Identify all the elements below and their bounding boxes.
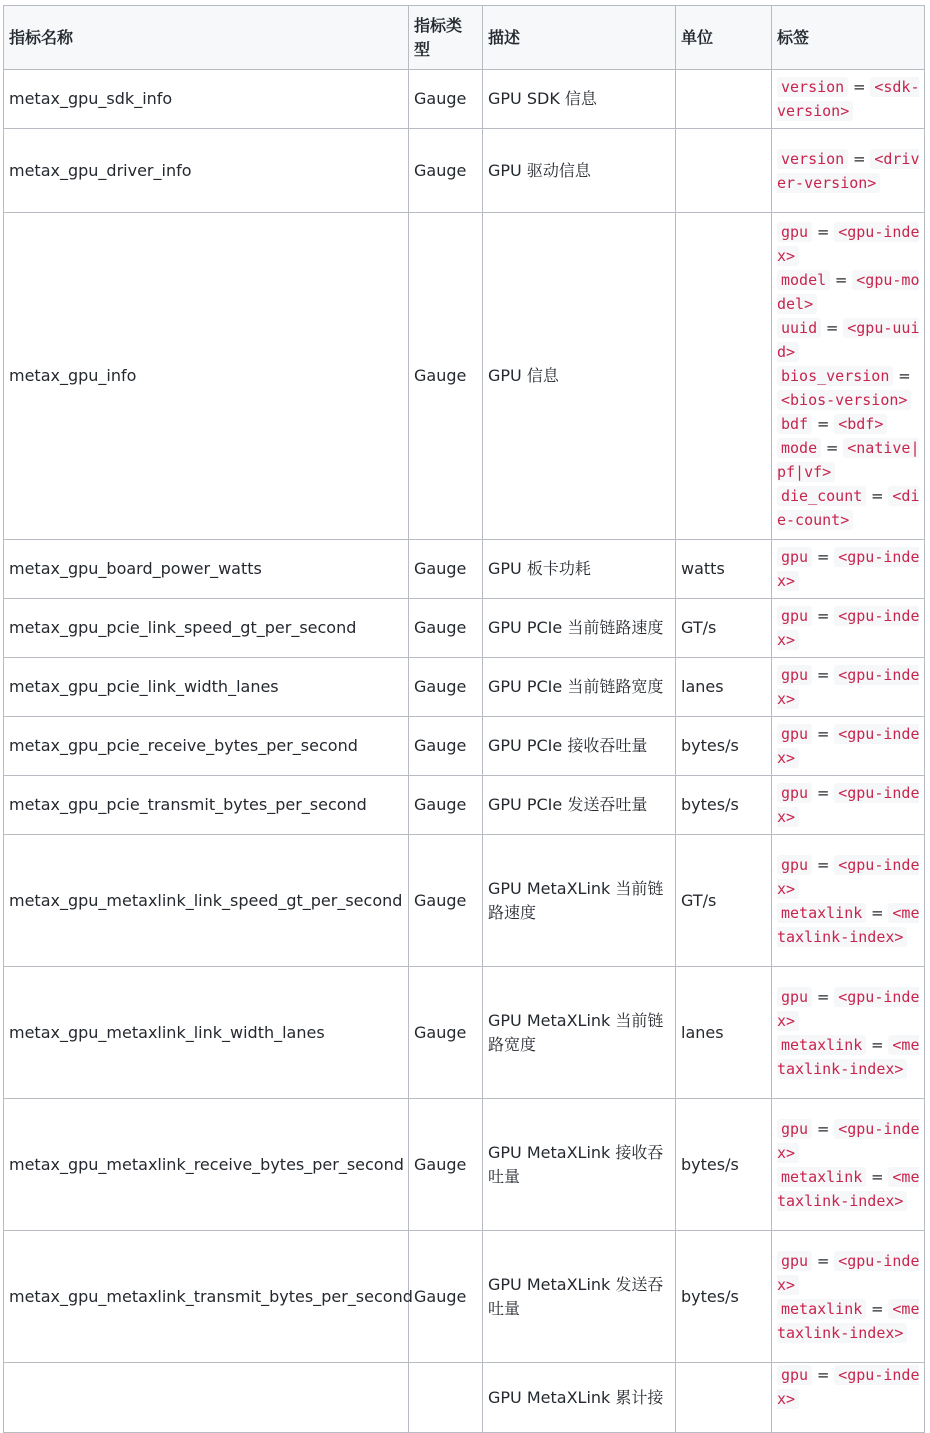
unit-cell xyxy=(676,70,772,129)
label-equals: = xyxy=(812,784,835,802)
label-equals: = xyxy=(812,415,835,433)
label-value: <gpu-index> xyxy=(777,1251,920,1294)
header-unit: 单位 xyxy=(676,6,772,70)
metric-type-cell: Gauge xyxy=(409,70,483,129)
table-row xyxy=(4,213,925,540)
labels-cell xyxy=(772,129,925,213)
label-value: <gpu-index> xyxy=(777,725,920,767)
header-metric-type: 指标类型 xyxy=(409,6,483,70)
description-cell: GPU 板卡功耗 xyxy=(483,540,676,599)
table-row xyxy=(4,129,925,213)
description-cell: GPU SDK 信息 xyxy=(483,70,676,129)
label-key: gpu xyxy=(777,987,812,1007)
label-key: version xyxy=(777,149,848,169)
metric-name-cell: metax_gpu_metaxlink_receive_bytes_per_second xyxy=(4,1099,409,1231)
label-equals: = xyxy=(830,271,853,289)
label-equals: = xyxy=(812,987,835,1006)
unit-cell xyxy=(676,129,772,213)
labels-cell xyxy=(772,776,925,835)
label-equals: = xyxy=(866,1035,889,1054)
label-key: metaxlink xyxy=(777,1167,866,1187)
metric-name-cell xyxy=(4,1363,409,1433)
label-equals: = xyxy=(893,367,911,385)
label-value: <gpu-uuid> xyxy=(777,319,920,361)
metric-name-cell: metax_gpu_board_power_watts xyxy=(4,540,409,599)
label-equals: = xyxy=(821,439,844,457)
label-value: <die-count> xyxy=(777,487,920,529)
labels-cell xyxy=(772,70,925,129)
description-cell: GPU PCIe 当前链路宽度 xyxy=(483,658,676,717)
unit-cell: lanes xyxy=(676,967,772,1099)
unit-cell: bytes/s xyxy=(676,1099,772,1231)
header-row xyxy=(4,6,925,70)
unit-cell: GT/s xyxy=(676,599,772,658)
label-key: metaxlink xyxy=(777,903,866,923)
label-key: gpu xyxy=(777,724,812,744)
label-equals: = xyxy=(812,607,835,625)
labels-cell xyxy=(772,658,925,717)
table-row xyxy=(4,1099,925,1231)
description-cell: GPU PCIe 当前链路速度 xyxy=(483,599,676,658)
label-equals: = xyxy=(812,223,835,241)
label-equals: = xyxy=(812,1251,835,1270)
label-key: gpu xyxy=(777,1365,812,1385)
label-key: gpu xyxy=(777,665,812,685)
header-labels: 标签 xyxy=(772,6,925,70)
label-key: gpu xyxy=(777,783,812,803)
label-value: <gpu-index> xyxy=(777,987,920,1030)
label-equals: = xyxy=(812,725,835,743)
unit-cell: bytes/s xyxy=(676,1231,772,1363)
label-value: <gpu-index> xyxy=(777,1119,920,1162)
labels-cell xyxy=(772,717,925,776)
label-equals: = xyxy=(866,487,889,505)
label-value: <gpu-index> xyxy=(777,548,920,590)
labels-cell xyxy=(772,540,925,599)
metric-type-cell: Gauge xyxy=(409,540,483,599)
label-value: <metaxlink-index> xyxy=(777,903,920,946)
label-value: <metaxlink-index> xyxy=(777,1035,920,1078)
label-key: bios_version xyxy=(777,366,893,386)
metric-type-cell: Gauge xyxy=(409,835,483,967)
unit-cell: bytes/s xyxy=(676,776,772,835)
label-key: mode xyxy=(777,438,821,458)
metric-name-cell: metax_gpu_pcie_receive_bytes_per_second xyxy=(4,717,409,776)
label-value: <bios-version> xyxy=(777,390,911,410)
table-body xyxy=(4,70,925,1433)
label-key: gpu xyxy=(777,855,812,875)
label-key: gpu xyxy=(777,1251,812,1271)
labels-cell xyxy=(772,1231,925,1363)
label-key: metaxlink xyxy=(777,1035,866,1055)
unit-cell xyxy=(676,213,772,540)
label-key: model xyxy=(777,270,830,290)
metric-type-cell: Gauge xyxy=(409,967,483,1099)
label-value: <metaxlink-index> xyxy=(777,1167,920,1210)
label-value: <bdf> xyxy=(834,414,887,434)
labels-cell xyxy=(772,1099,925,1231)
table-row xyxy=(4,1231,925,1363)
metric-type-cell: Gauge xyxy=(409,1231,483,1363)
unit-cell xyxy=(676,1363,772,1433)
metric-name-cell: metax_gpu_pcie_link_width_lanes xyxy=(4,658,409,717)
label-equals: = xyxy=(866,903,889,922)
label-key: gpu xyxy=(777,222,812,242)
metric-name-cell: metax_gpu_pcie_transmit_bytes_per_second xyxy=(4,776,409,835)
description-cell: GPU PCIe 接收吞吐量 xyxy=(483,717,676,776)
description-cell: GPU MetaXLink 当前链路宽度 xyxy=(483,967,676,1099)
table-row xyxy=(4,599,925,658)
label-value: <gpu-model> xyxy=(777,271,920,313)
metrics-table xyxy=(3,5,925,1433)
metric-type-cell: Gauge xyxy=(409,129,483,213)
label-equals: = xyxy=(866,1167,889,1186)
table-row xyxy=(4,835,925,967)
label-value: <native|pf|vf> xyxy=(777,439,920,481)
metric-name-cell: metax_gpu_metaxlink_link_speed_gt_per_second xyxy=(4,835,409,967)
labels-cell xyxy=(772,1363,925,1433)
metric-name-cell: metax_gpu_driver_info xyxy=(4,129,409,213)
table-row xyxy=(4,1363,925,1433)
metric-type-cell: Gauge xyxy=(409,717,483,776)
table-row xyxy=(4,967,925,1099)
label-key: gpu xyxy=(777,1119,812,1139)
description-cell: GPU 驱动信息 xyxy=(483,129,676,213)
labels-cell xyxy=(772,967,925,1099)
label-equals: = xyxy=(821,319,844,337)
label-equals: = xyxy=(848,149,871,168)
table-row xyxy=(4,540,925,599)
metric-name-cell: metax_gpu_sdk_info xyxy=(4,70,409,129)
description-cell: GPU MetaXLink 累计接 xyxy=(483,1363,676,1433)
description-cell: GPU 信息 xyxy=(483,213,676,540)
label-equals: = xyxy=(812,1366,835,1384)
label-value: <gpu-index> xyxy=(777,666,920,708)
unit-cell: GT/s xyxy=(676,835,772,967)
label-value: <gpu-index> xyxy=(777,784,920,826)
table-row xyxy=(4,658,925,717)
label-value: <sdk-version> xyxy=(777,78,920,120)
label-key: uuid xyxy=(777,318,821,338)
unit-cell: bytes/s xyxy=(676,717,772,776)
label-equals: = xyxy=(812,666,835,684)
label-key: gpu xyxy=(777,547,812,567)
label-key: bdf xyxy=(777,414,812,434)
metric-type-cell: Gauge xyxy=(409,1099,483,1231)
label-equals: = xyxy=(848,78,871,96)
table-row xyxy=(4,70,925,129)
header-metric-name: 指标名称 xyxy=(4,6,409,70)
metric-type-cell: Gauge xyxy=(409,599,483,658)
labels-cell xyxy=(772,599,925,658)
label-value: <driver-version> xyxy=(777,149,920,192)
table-row xyxy=(4,717,925,776)
label-value: <metaxlink-index> xyxy=(777,1299,920,1342)
label-equals: = xyxy=(866,1299,889,1318)
labels-cell xyxy=(772,213,925,540)
metric-type-cell: Gauge xyxy=(409,658,483,717)
description-cell: GPU MetaXLink 当前链路速度 xyxy=(483,835,676,967)
unit-cell: watts xyxy=(676,540,772,599)
label-value: <gpu-index> xyxy=(777,607,920,649)
labels-cell xyxy=(772,835,925,967)
label-equals: = xyxy=(812,855,835,874)
label-key: version xyxy=(777,77,848,97)
metric-type-cell: Gauge xyxy=(409,213,483,540)
metric-type-cell: Gauge xyxy=(409,776,483,835)
unit-cell: lanes xyxy=(676,658,772,717)
header-description: 描述 xyxy=(483,6,676,70)
label-value: <gpu-index> xyxy=(777,223,920,265)
metric-name-cell: metax_gpu_metaxlink_link_width_lanes xyxy=(4,967,409,1099)
description-cell: GPU PCIe 发送吞吐量 xyxy=(483,776,676,835)
label-key: gpu xyxy=(777,606,812,626)
description-cell: GPU MetaXLink 接收吞吐量 xyxy=(483,1099,676,1231)
metric-name-cell: metax_gpu_info xyxy=(4,213,409,540)
label-value: <gpu-index> xyxy=(777,1366,920,1408)
label-key: die_count xyxy=(777,486,866,506)
metric-type-cell xyxy=(409,1363,483,1433)
metric-name-cell: metax_gpu_pcie_link_speed_gt_per_second xyxy=(4,599,409,658)
description-cell: GPU MetaXLink 发送吞吐量 xyxy=(483,1231,676,1363)
label-key: metaxlink xyxy=(777,1299,866,1319)
table-row xyxy=(4,776,925,835)
metric-name-cell: metax_gpu_metaxlink_transmit_bytes_per_second xyxy=(4,1231,409,1363)
label-equals: = xyxy=(812,1119,835,1138)
label-value: <gpu-index> xyxy=(777,855,920,898)
label-equals: = xyxy=(812,548,835,566)
